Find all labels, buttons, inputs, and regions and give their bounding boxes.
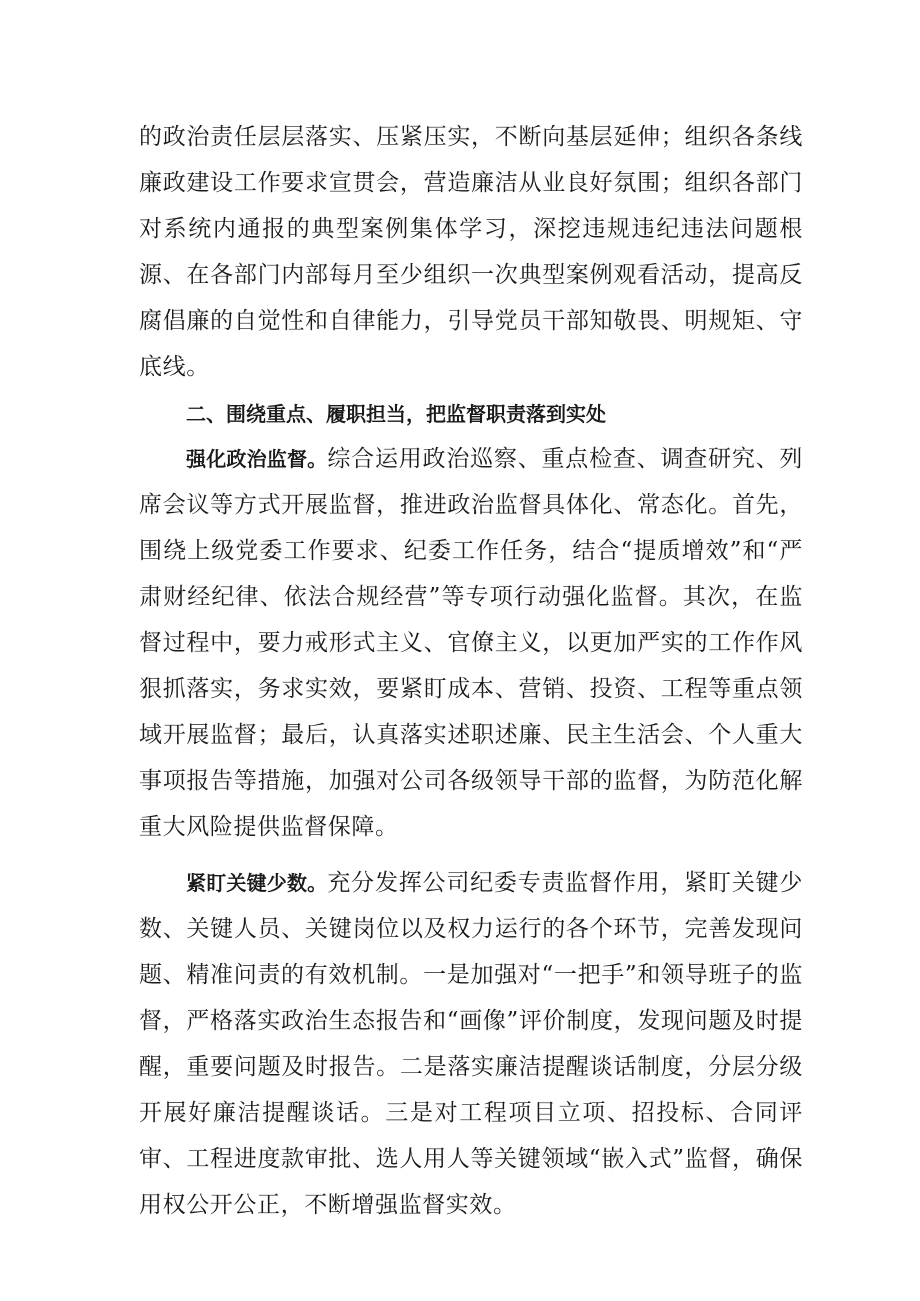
paragraph-political-supervision <box>139 436 803 850</box>
paragraph-lead: 强化政治监督。 <box>186 447 328 471</box>
section-heading: 二、围绕重点、履职担当，把监督职责落到实处 <box>186 402 606 426</box>
continuation-paragraph: 的政治责任层层落实、压紧压实，不断向基层延伸；组织各条线廉政建设工作要求宣贯会，营造廉洁从业良好氛围；组织各部门对系统内通报的典型案例集体学习，深挖违规违纪违法问题根源、在各部门内部每月至少组织一次典型案例观看活动，提高反腐倡廉的自觉性和自律能力，引导党员干部知敬畏、明规矩、守底线。 <box>139 124 803 380</box>
paragraph-lead: 紧盯关键少数。 <box>186 871 328 895</box>
paragraph-key-minority <box>139 860 803 1228</box>
paragraph-body: 充分发挥公司纪委专责监督作用，紧盯关键少数、关键人员、关键岗位以及权力运行的各个环节，完善发现问题、精准问责的有效机制。一是加强对“一把手”和领导班子的监督，严格落实政治生态报告和“画像”评价制度，发现问题及时提醒，重要问题及时报告。二是落实廉洁提醒谈话制度，分层分级开展好廉洁提醒谈话。三是对工程项目立项、招投标、合同评审、工程进度款审批、选人用人等关键领域“嵌入式”监督，确保用权公开公正，不断增强监督实效。 <box>139 870 804 1218</box>
paragraph-body: 综合运用政治巡察、重点检查、调查研究、列席会议等方式开展监督，推进政治监督具体化、常态化。首先，围绕上级党委工作要求、纪委工作任务，结合“提质增效”和“严肃财经纪律、依法合规经营”等专项行动强化监督。其次，在监督过程中，要力戒形式主义、官僚主义，以更加严实的工作作风狠抓落实，务求实效，要紧盯成本、营销、投资、工程等重点领域开展监督；最后，认真落实述职述廉、民主生活会、个人重大事项报告等措施，加强对公司各级领导干部的监督，为防范化解重大风险提供监督保障。 <box>139 446 804 840</box>
paragraph-gap <box>139 850 803 860</box>
document-page <box>139 114 803 1228</box>
